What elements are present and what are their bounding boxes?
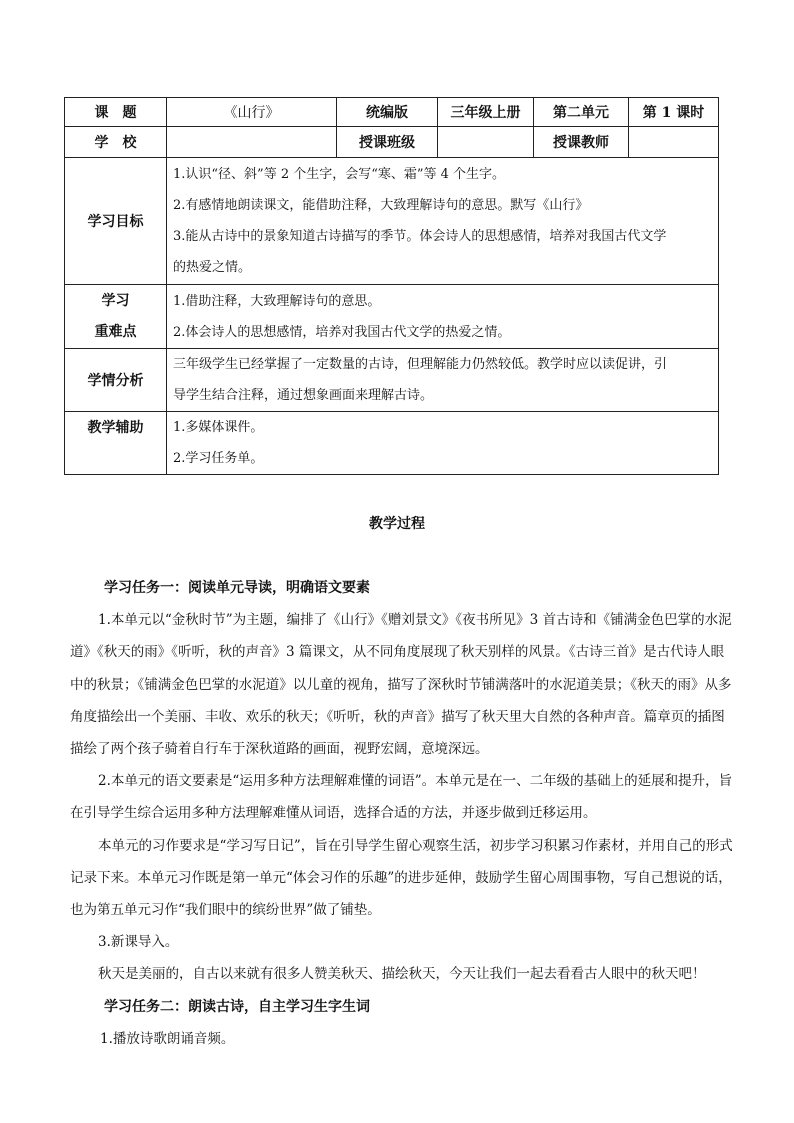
teacher-value — [629, 127, 719, 158]
goal-line: 3.能从古诗中的景象知道古诗描写的季节。体会诗人的思想感情，培养对我国古代文学 — [173, 229, 667, 244]
grade: 三年级上册 — [438, 98, 534, 127]
difficulty-content — [167, 285, 719, 349]
aids-line: 2.学习任务单。 — [173, 451, 264, 466]
analysis-label: 学情分析 — [65, 349, 167, 412]
goal-line: 1.认识“径、斜”等 2 个生字，会写“寒、霜”等 4 个生字。 — [173, 167, 506, 182]
aids-content — [167, 412, 719, 475]
topic-label: 课 题 — [65, 98, 167, 127]
difficulty-label — [65, 285, 167, 349]
difficulty-line: 2.体会诗人的思想感情，培养对我国古代文学的热爱之情。 — [173, 324, 511, 340]
task2-heading: 学习任务二：朗读古诗，自主学习生字生词 — [104, 998, 370, 1015]
process-title: 教学过程 — [369, 516, 425, 532]
unit: 第二单元 — [534, 98, 629, 127]
goals-content — [167, 158, 719, 285]
class-label: 授课班级 — [337, 127, 438, 158]
goals-label: 学习目标 — [65, 158, 167, 285]
task1-heading: 学习任务一：阅读单元导读，明确语文要素 — [104, 580, 370, 596]
table-row — [65, 127, 719, 158]
edition: 统编版 — [337, 98, 438, 127]
table-row — [65, 412, 719, 475]
difficulty-line: 1.借助注释，大致理解诗句的意思。 — [173, 293, 381, 309]
process-body — [70, 572, 734, 1055]
goal-line: 的热爱之情。 — [173, 260, 252, 275]
lesson-title: 《山行》 — [167, 98, 337, 127]
analysis-content — [167, 349, 719, 412]
table-row — [65, 98, 719, 127]
table-row — [65, 349, 719, 412]
process-paragraph: 本单元的习作要求是“学习写日记”，旨在引导学生留心观察生活，初步学习积累习作素材，并用自己的形式记录下来。本单元习作既是第一单元“体会习作的乐趣”的进步延伸，鼓励学生留心周围事物，写自己想说的话，也为第五单元习作“我们眼中的缤纷世界”做了铺垫。 — [70, 837, 733, 919]
process-paragraph: 3.新课导入。 — [98, 934, 179, 951]
school-label: 学 校 — [65, 127, 167, 158]
goal-line: 2.有感情地朗读课文，能借助注释，大致理解诗句的意思。默写《山行》 — [173, 198, 589, 213]
analysis-line: 三年级学生已经掌握了一定数量的古诗，但理解能力仍然较低。教学时应以读促讲，引 — [173, 357, 668, 372]
difficulty-label-line1: 学习 — [101, 292, 130, 309]
school-value — [167, 127, 337, 158]
class-value — [438, 127, 534, 158]
analysis-line: 导学生结合注释，通过想象画面来理解古诗。 — [173, 388, 434, 403]
process-paragraph: 1.本单元以“金秋时节”为主题，编排了《山行》《赠刘景文》《夜书所见》3 首古诗和《铺满金色巴掌的水泥道》《秋天的雨》《听听，秋的声音》3 篇课文，从不同角度展现了秋天别样的风景。《古诗三首》是古代诗人眼中的秋景；《铺满金色巴掌的水泥道》以儿童的视角，描写了深秋时节铺满落叶的水泥道美景；《秋天的雨》从多角度描绘出一个美丽、丰收、欢乐的秋天；《听听，秋的声音》描写了秋天里大自然的各种声音。篇章页的插图描绘了两个孩子骑着自行车于深秋道路的画面，视野宏阔，意境深远。 — [70, 612, 732, 758]
teacher-label: 授课教师 — [534, 127, 629, 158]
process-paragraph: 2.本单元的语文要素是“运用多种方法理解难懂的词语”。本单元是在一、二年级的基础上的延展和提升，旨在引导学生综合运用多种方法理解难懂从词语，选择合适的方法，并逐步做到迁移运用。 — [70, 773, 733, 822]
aids-line: 1.多媒体课件。 — [173, 420, 264, 435]
difficulty-label-line2: 重难点 — [94, 323, 137, 340]
table-row — [65, 285, 719, 349]
process-paragraph: 秋天是美丽的，自古以来就有很多人赞美秋天、描绘秋天，今天让我们一起去看看古人眼中的秋天吧！ — [98, 966, 706, 983]
lesson-period: 第 1 课时 — [629, 98, 719, 127]
process-paragraph: 1.播放诗歌朗诵音频。 — [100, 1030, 235, 1047]
table-row — [65, 158, 719, 285]
lesson-info-table — [64, 97, 719, 475]
aids-label: 教学辅助 — [65, 412, 167, 475]
